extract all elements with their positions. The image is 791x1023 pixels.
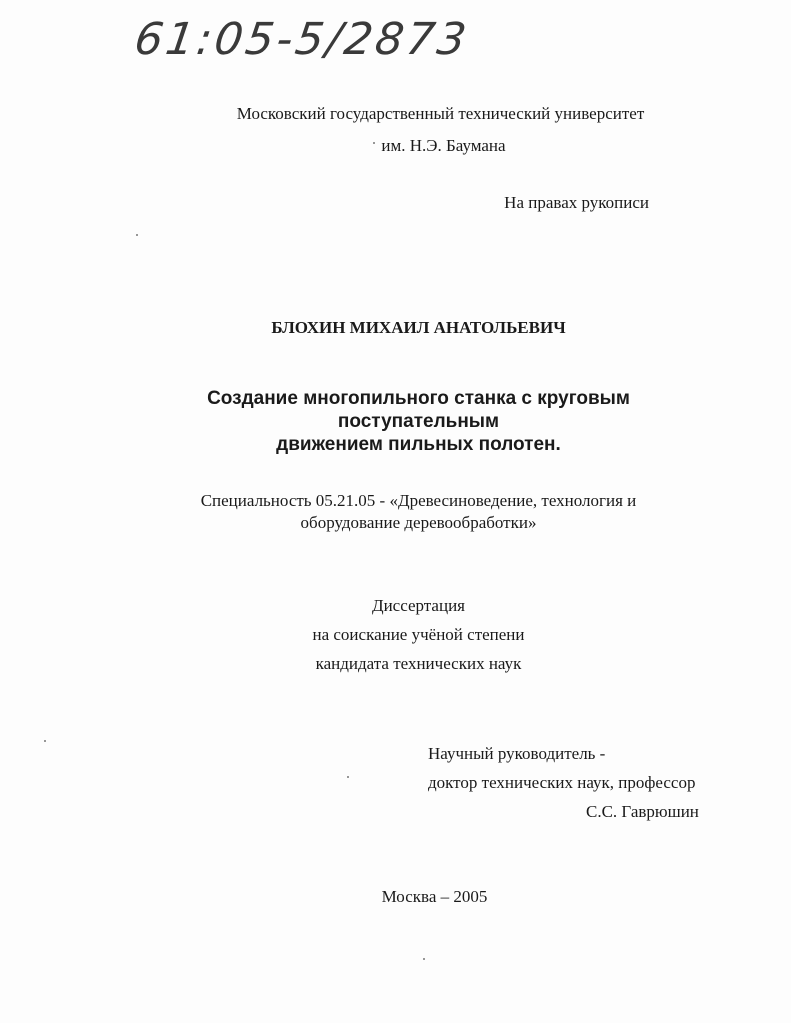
degree-line-2: на соискание учёной степени [312,625,525,644]
scan-speck [373,142,375,144]
scan-speck [136,234,138,236]
university-sub: им. Н.Э. Баумана [381,136,506,155]
dissertation-title [0,387,791,456]
archive-stamp-handwritten: 61:05-5/2873 [131,14,473,65]
scan-speck [44,740,46,742]
city-year: Москва – 2005 [381,887,488,906]
scan-speck [347,776,349,778]
scan-speck [423,958,425,960]
specialty-block [0,490,791,534]
supervisor-block [428,739,699,826]
university-name: Московский государственный технический университет [236,104,645,123]
degree-line-3: кандидата технических наук [315,654,522,673]
university-block [0,104,791,156]
degree-line-1: Диссертация [371,596,465,615]
author-name: БЛОХИН МИХАИЛ АНАТОЛЬЕВИЧ [271,318,566,337]
supervisor-name: С.С. Гаврюшин [586,802,699,821]
title-line-2: поступательным [337,411,500,432]
title-line-3: движением пильных полотен. [276,434,561,455]
specialty-line-2: оборудование деревообработки» [300,513,537,532]
supervisor-degree: доктор технических наук, профессор [428,773,696,792]
degree-block [0,591,791,678]
title-line-1: Создание многопильного станка с круговым [207,388,630,409]
specialty-line-1: Специальность 05.21.05 - «Древесиноведение, технология и [200,491,637,510]
manuscript-note: На правах рукописи [504,193,649,212]
supervisor-role: Научный руководитель - [428,744,606,763]
